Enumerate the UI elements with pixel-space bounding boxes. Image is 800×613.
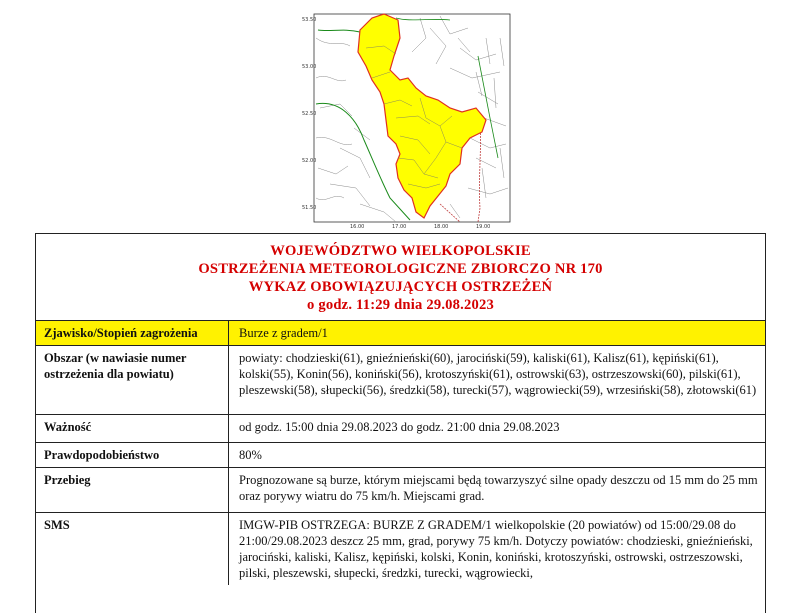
- row-value: powiaty: chodzieski(61), gnieźnieński(60), jarociński(59), kaliski(61), Kalisz(61), kępiński(61), kolski(55), Konin(56), koniński(56), krotoszyński(61), ostrowski(63), ostrzeszowski(60), pilski(61), pleszewski(58), słupecki(56), średzki(58), turecki(57), wągrowiecki(59), wrzesiński(58), złotowski(61): [229, 346, 766, 415]
- row-value: IMGW-PIB OSTRZEGA: BURZE Z GRADEM/1 wielkopolskie (20 powiatów) od 15:00/29.08 do 21:00/29.08.2023 deszcz 25 mm, grad, porywy 75 km/h. Dotyczy powiatów: chodzieski, gnieźnieński, jarociński, kaliski, Kalisz, kępiński, kolski, Konin, koniński, krotoszyński, ostrowski, ostrzeszowski, pilski, pleszewski, słupecki, średzki, turecki, wągrowiecki,: [229, 513, 766, 586]
- header-timestamp: o godz. 11:29 dnia 29.08.2023: [306, 297, 495, 313]
- lon-tick: 17.00: [392, 224, 407, 230]
- table-row-sms: [36, 513, 765, 586]
- table-row-area: [36, 346, 765, 415]
- header-voivodeship: WOJEWÓDZTWO WIELKOPOLSKIE: [270, 243, 531, 259]
- row-label: Obszar (w nawiasie numer ostrzeżenia dla powiatu): [36, 346, 229, 415]
- warning-map: [300, 8, 512, 230]
- warning-document: [35, 233, 766, 613]
- header-subtitle: WYKAZ OBOWIĄZUJĄCYCH OSTRZEŻEŃ: [248, 279, 553, 295]
- table-row-validity: [36, 415, 765, 443]
- lon-tick: 19.00: [476, 224, 491, 230]
- header-title: OSTRZEŻENIA METEOROLOGICZNE ZBIORCZO NR 170: [198, 261, 603, 277]
- table-row-course: [36, 468, 765, 513]
- lon-tick: 18.00: [434, 224, 449, 230]
- row-value: Prognozowane są burze, którym miejscami będą towarzyszyć silne opady deszczu od 15 mm do 25 mm oraz porywy wiatru do 75 km/h. Miejscami grad.: [229, 468, 766, 513]
- row-label: Prawdopodobieństwo: [36, 443, 229, 468]
- lat-tick: 52.50: [302, 111, 317, 117]
- row-label: Zjawisko/Stopień zagrożenia: [36, 321, 229, 346]
- table-row-probability: [36, 443, 765, 468]
- lat-tick: 51.50: [302, 205, 317, 211]
- row-value: Burze z gradem/1: [229, 321, 766, 346]
- row-label: Ważność: [36, 415, 229, 443]
- document-header: [36, 234, 765, 320]
- row-label: Przebieg: [36, 468, 229, 513]
- map-svg: [300, 8, 512, 230]
- lat-tick: 53.00: [302, 64, 317, 70]
- lon-tick: 16.00: [350, 224, 365, 230]
- row-value: 80%: [229, 443, 766, 468]
- lat-tick: 52.00: [302, 158, 317, 164]
- row-value: od godz. 15:00 dnia 29.08.2023 do godz. 21:00 dnia 29.08.2023: [229, 415, 766, 443]
- lat-tick: 53.50: [302, 17, 317, 23]
- row-label: SMS: [36, 513, 229, 586]
- table-row-phenomenon: [36, 321, 765, 346]
- warning-table: [36, 320, 765, 585]
